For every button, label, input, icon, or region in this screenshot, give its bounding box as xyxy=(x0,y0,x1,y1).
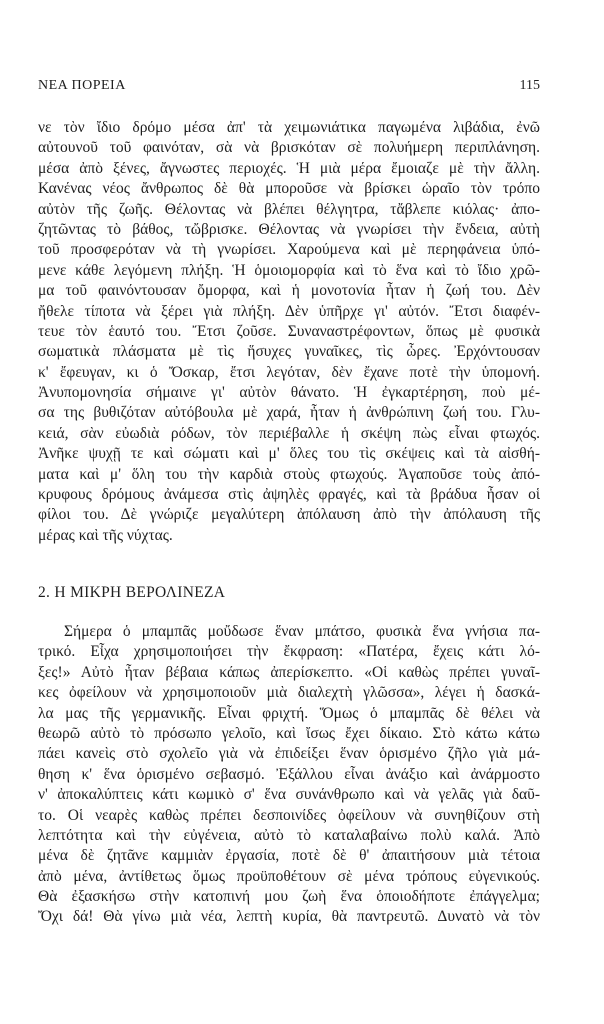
text-line: Ὄχι δά! Θὰ γίνω μιὰ νέα, λεπτὴ κυρία, θὰ παντρευτῶ. Δυνατὸ νὰ τὸν xyxy=(38,908,540,926)
text-line: μενε κάθε λεγόμενη πλήξη. Ἡ ὁμοιομορφία καὶ τὸ ἕνα καὶ τὸ ἴδιο χρῶ- xyxy=(38,261,540,279)
text-line: λα μας τῆς γερμανικῆς. Εἶναι φριχτή. Ὅμως ὁ μπαμπᾶς δὲ θέλει νὰ xyxy=(38,704,540,722)
text-line: φίλοι του. Δὲ γνώριζε μεγαλύτερη ἀπόλαυση ἀπὸ τὴν ἀπόλαυση τῆς xyxy=(38,506,540,524)
text-line: μέσα ἀπὸ ξένες, ἄγνωστες περιοχές. Ἡ μιὰ μέρα ἔμοιαζε μὲ τὴν ἄλλη. xyxy=(38,159,540,177)
text-line: τευε τὸν ἑαυτό του. Ἔτσι ζοῦσε. Συναναστρέφοντων, ὅπως μὲ φυσικὰ xyxy=(38,322,540,340)
text-line: θεωρῶ αὐτὸ τὸ πρόσωπο γελοῖο, καὶ ἴσως ἔχει δίκαιο. Στὸ κάτω κάτω xyxy=(38,724,540,742)
text-line: ξες!» Αὐτὸ ἦταν βέβαια κάπως ἀπερίσκεπτο. «Οἱ καθὼς πρέπει γυναῖ- xyxy=(38,663,540,681)
text-line: Σήμερα ὁ μπαμπᾶς μοὔδωσε ἕναν μπάτσο, φυσικὰ ἕνα γνήσια πα- xyxy=(64,623,540,640)
text-line: ματα καὶ μ' ὅλη του τὴν καρδιὰ στοὺς φτωχούς. Ἀγαποῦσε τοὺς ἀπό- xyxy=(38,465,540,483)
paragraph-continued xyxy=(38,118,540,546)
text-line: ἤθελε τίποτα νὰ ξέρει γιὰ πλήξη. Δὲν ὑπῆρχε γι' αὐτόν. Ἔτσι διαφέν- xyxy=(38,302,540,320)
text-line: θηση κ' ἕνα ὁρισμένο σεβασμό. Ἐξάλλου εἶναι ἀνάξιο καὶ ἀνάρμοστο xyxy=(38,765,540,783)
text-line: μέρας καὶ τῆς νύχτας. xyxy=(38,526,173,544)
text-line: το. Οἱ νεαρὲς καθὼς πρέπει δεσποινίδες ὀφείλουν νὰ συνηθίζουν στὴ xyxy=(38,806,540,824)
text-line: αὐτουνοῦ τοῦ φαινόταν, σὰ νὰ βρισκόταν σὲ πολυήμερη περιπλάνηση. xyxy=(38,139,540,157)
text-line: σωματικὰ πλάσματα μὲ τὶς ἥσυχες γυναῖκες, τὶς ὧρες. Ἐρχόντουσαν xyxy=(38,343,540,361)
text-line: Ἀνῆκε ψυχῇ τε καὶ σώματι καὶ μ' ὅλες του τὶς σκέψεις καὶ τὰ αἰσθή- xyxy=(38,445,540,463)
text-line: μένα δὲ ζητᾶνε καμμιὰν ἐργασία, ποτὲ δὲ θ' ἀπαιτήσουν μιὰ τέτοια xyxy=(38,847,540,865)
section-paragraph xyxy=(38,622,540,928)
text-line: ζητῶντας τὸ βάθος, τὤβρισκε. Θέλοντας νὰ γνωρίσει τὴν ἔνδεια, αὐτὴ xyxy=(38,220,540,238)
text-line: Θὰ ἐξασκήσω στὴν κατοπινή μου ζωὴ ἕνα ὁποιοδήποτε ἐπάγγελμα; xyxy=(38,888,540,906)
section-heading: 2. Η ΜΙΚΡΗ ΒΕΡΟΛΙΝΕΖΑ xyxy=(38,584,226,601)
text-line: τοῦ προσφερόταν νὰ τὴ γνωρίσει. Χαρούμενα καὶ μὲ περηφάνεια ὑπό- xyxy=(38,241,540,259)
text-line: κρυφους δρόμους ἀνάμεσα στὶς ἀψηλὲς φραγές, καὶ τὰ βράδυα ἦσαν οἱ xyxy=(38,486,540,504)
text-line: τρικό. Εἶχα χρησιμοποιήσει τὴν ἔκφραση: «Πατέρα, ἔχεις κάτι λό- xyxy=(38,643,540,661)
page-number: 115 xyxy=(519,78,540,93)
text-line: αὐτὸν τῆς ζωῆς. Θέλοντας νὰ βλέπει θέλγητρα, τἄβλεπε κιόλας· ἀπο- xyxy=(38,200,540,218)
text-line: κειά, σὰν εὐωδιὰ ρόδων, τὸν περιέβαλλε ἡ σκέψη πὼς εἶναι φτωχός. xyxy=(38,424,540,442)
text-line: ἀπὸ μένα, ἀντίθετως ὅμως προϋποθέτουν σὲ μένα τρόπους εὐγενικούς. xyxy=(38,867,540,885)
running-head xyxy=(38,78,540,98)
text-line: σα της βυθιζόταν αὐτόβουλα μὲ χαρά, ἦταν ἡ ἀνθρώπινη ζωή του. Γλυ- xyxy=(38,404,540,422)
text-line: λεπτότητα καὶ τὴν εὐγένεια, αὐτὸ τὸ καταλαβαίνω πολὺ καλά. Ἀπὸ xyxy=(38,826,540,844)
text-line: πάει κανεὶς στὸ σχολεῖο γιὰ νὰ ἐπιδείξει ἕναν ὁρισμένο ζῆλο γιὰ μά- xyxy=(38,745,540,763)
running-head-title: ΝΕΑ ΠΟΡΕΙΑ xyxy=(38,78,126,93)
text-line: Ἀνυπομονησία σήμαινε γι' αὐτὸν θάνατο. Ἡ ἐγκαρτέρηση, ποὺ μέ- xyxy=(38,384,540,402)
text-line: μα τοῦ φαινόντουσαν ὄμορφα, καὶ ἡ μονοτονία ἦταν ἡ ζωή του. Δὲν xyxy=(38,282,540,300)
text-line: ν' ἀποκαλύπτεις κάτι κωμικὸ σ' ἕνα συνάνθρωπο καὶ νὰ γελᾶς γιὰ δαῦ- xyxy=(38,786,540,804)
text-line: Κανένας νέος ἄνθρωπος δὲ θὰ μποροῦσε νὰ βρίσκει ὡραῖο τὸν τρόπο xyxy=(38,180,540,198)
text-line: κες ὀφείλουν νὰ χρησιμοποιοῦν μιὰ διαλεχτὴ γλῶσσα», λέγει ἡ δασκά- xyxy=(38,684,540,702)
text-line: κ' ἔφευγαν, κι ὁ Ὄσκαρ, ἔτσι λεγόταν, δὲν ἔχανε ποτὲ τὴν ὑπομονή. xyxy=(38,363,540,381)
text-line: νε τὸν ἴδιο δρόμο μέσα ἀπ' τὰ χειμωνιάτικα παγωμένα λιβάδια, ἐνῶ xyxy=(38,119,540,136)
